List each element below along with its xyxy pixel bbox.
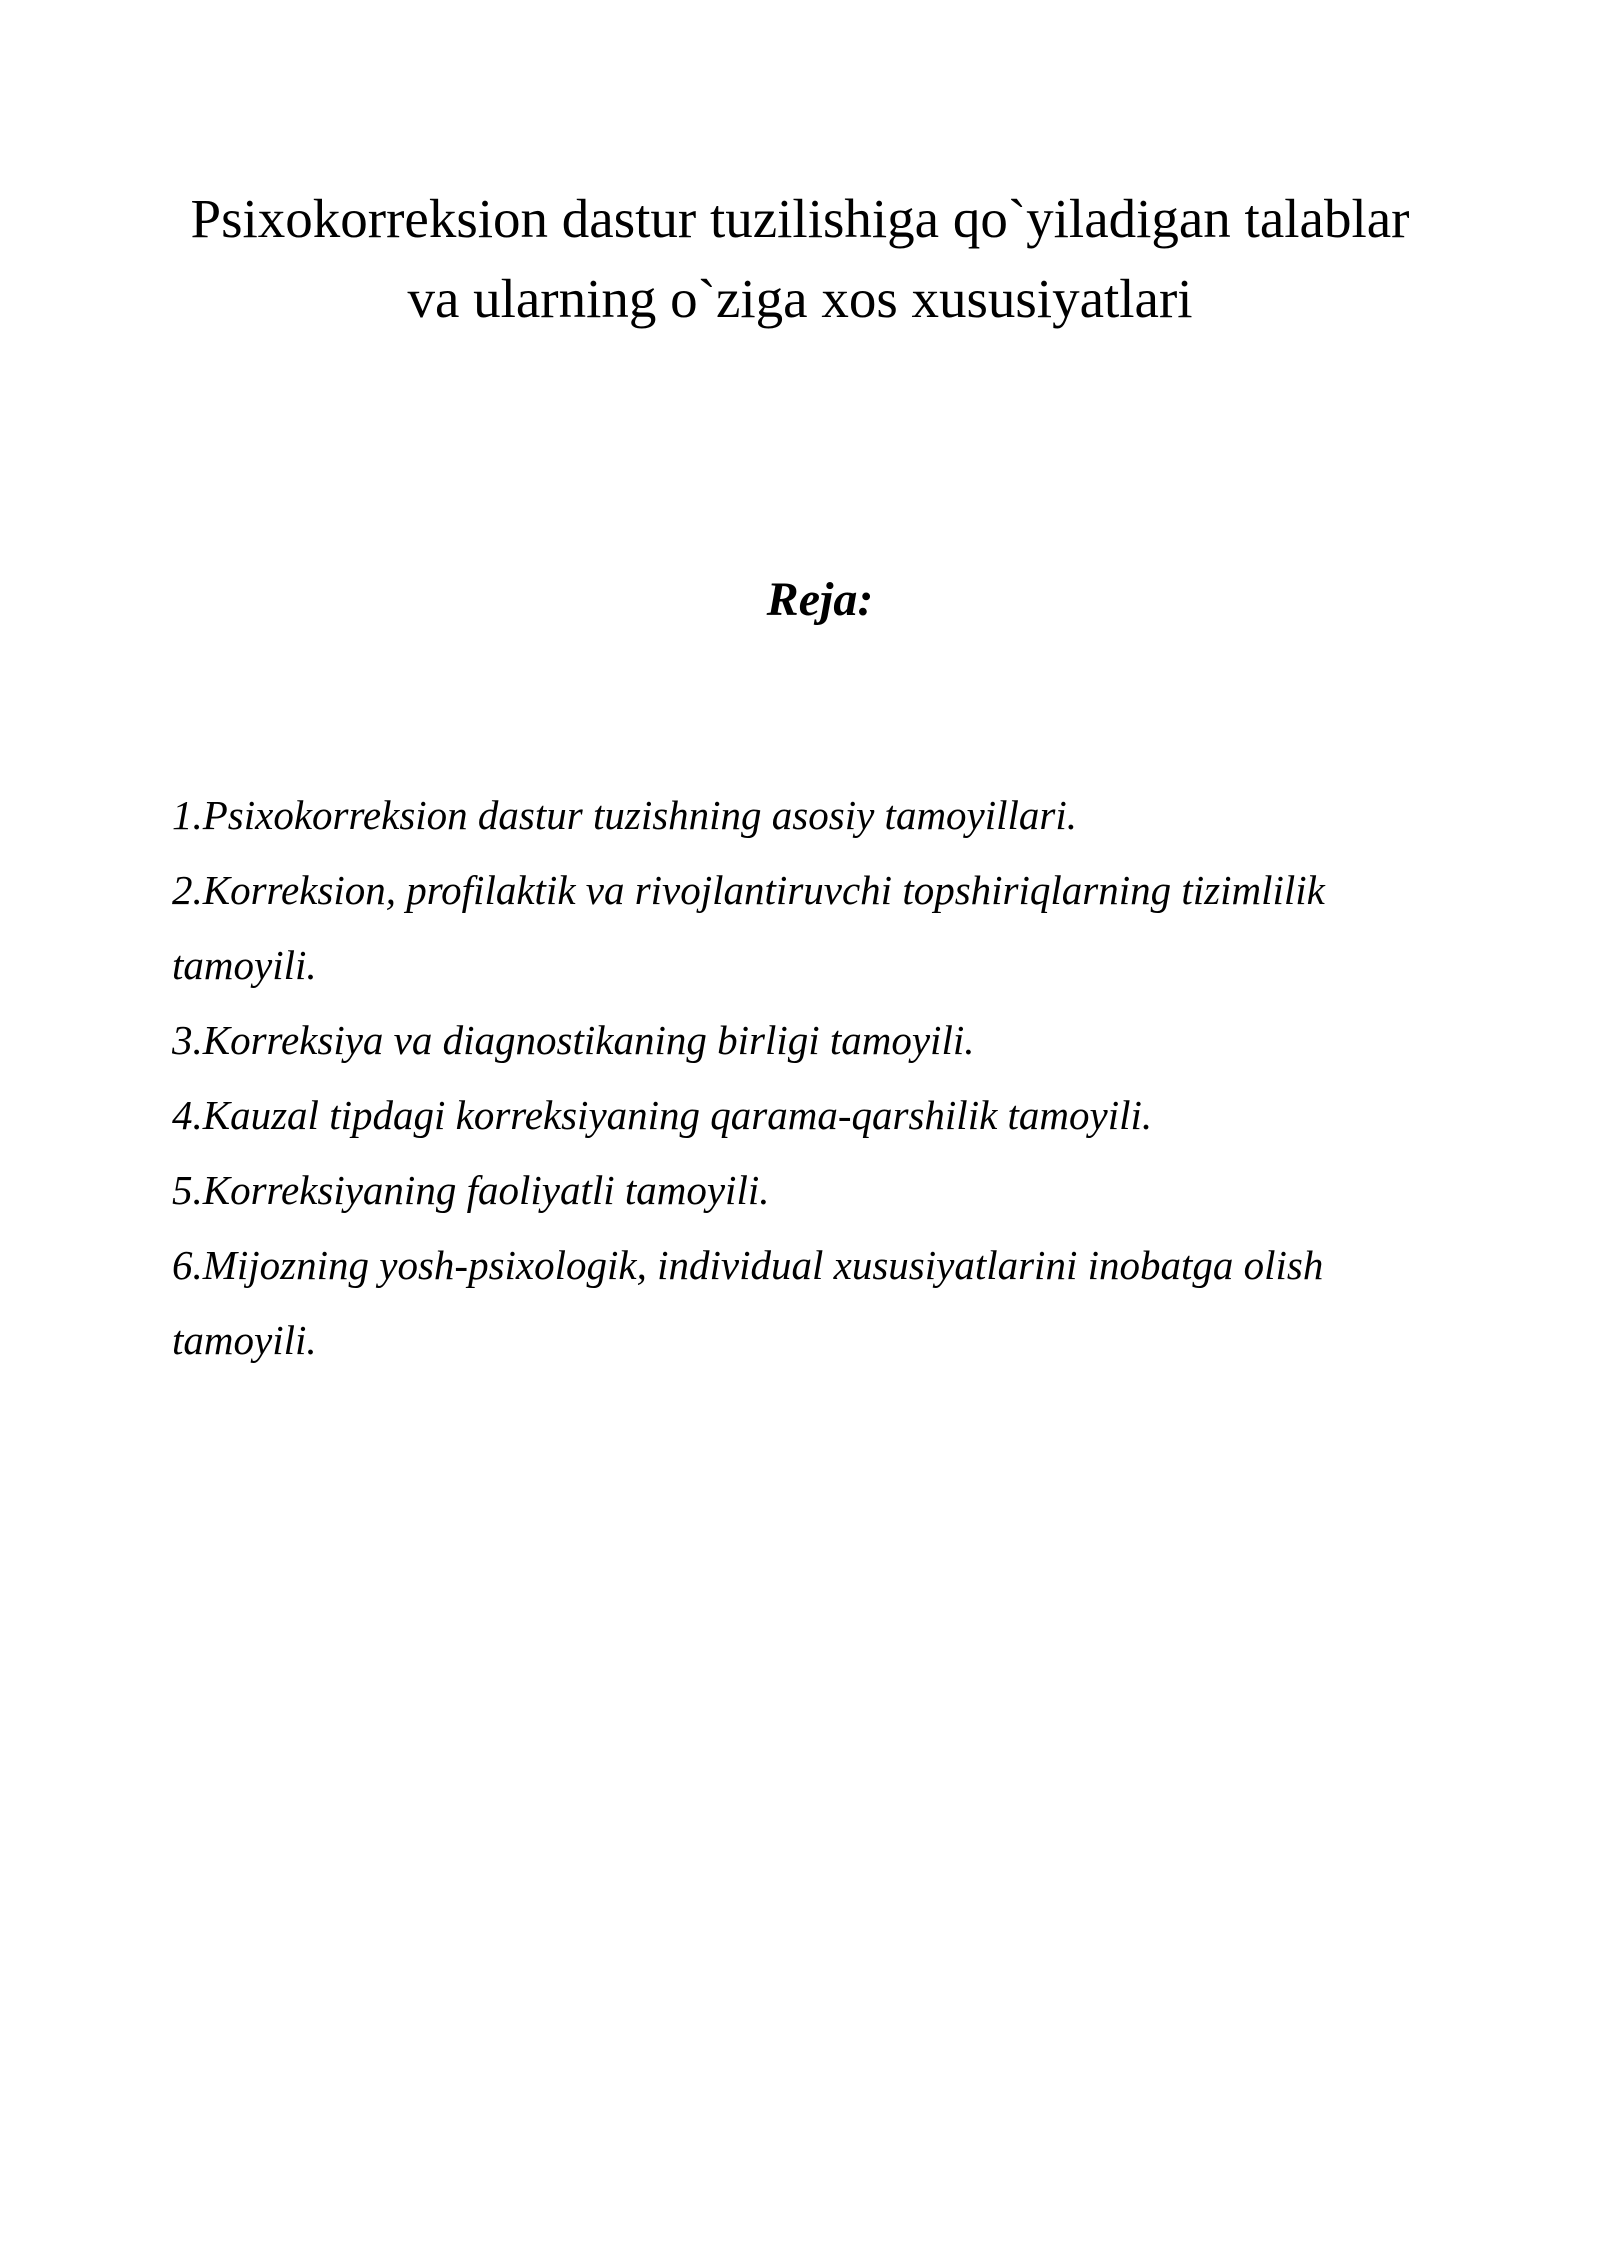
plan-line: 1.Psixokorreksion dastur tuzishning asosiy tamoyillari.	[172, 792, 1078, 838]
plan-line: 3.Korreksiya va diagnostikaning birligi tamoyili.	[172, 1017, 975, 1063]
title-line: va ularning o`ziga xos xususiyatlari	[407, 267, 1193, 329]
plan-heading: Reja:	[766, 573, 874, 626]
plan-line: 2.Korreksion, profilaktik va rivojlantiruvchi topshiriqlarning tizimlilik	[172, 867, 1325, 913]
plan-list	[172, 778, 1432, 1378]
plan-line: tamoyili.	[172, 1317, 317, 1363]
title-line: Psixokorreksion dastur tuzilishiga qo`yiladigan talablar	[190, 187, 1410, 249]
plan-line: 5.Korreksiyaning faoliyatli tamoyili.	[172, 1167, 770, 1213]
document-title	[0, 179, 1600, 339]
plan-line: 6.Mijozning yosh-psixologik, individual xususiyatlarini inobatga olish	[172, 1242, 1324, 1288]
plan-line: tamoyili.	[172, 942, 317, 988]
plan-line: 4.Kauzal tipdagi korreksiyaning qarama-qarshilik tamoyili.	[172, 1092, 1153, 1138]
